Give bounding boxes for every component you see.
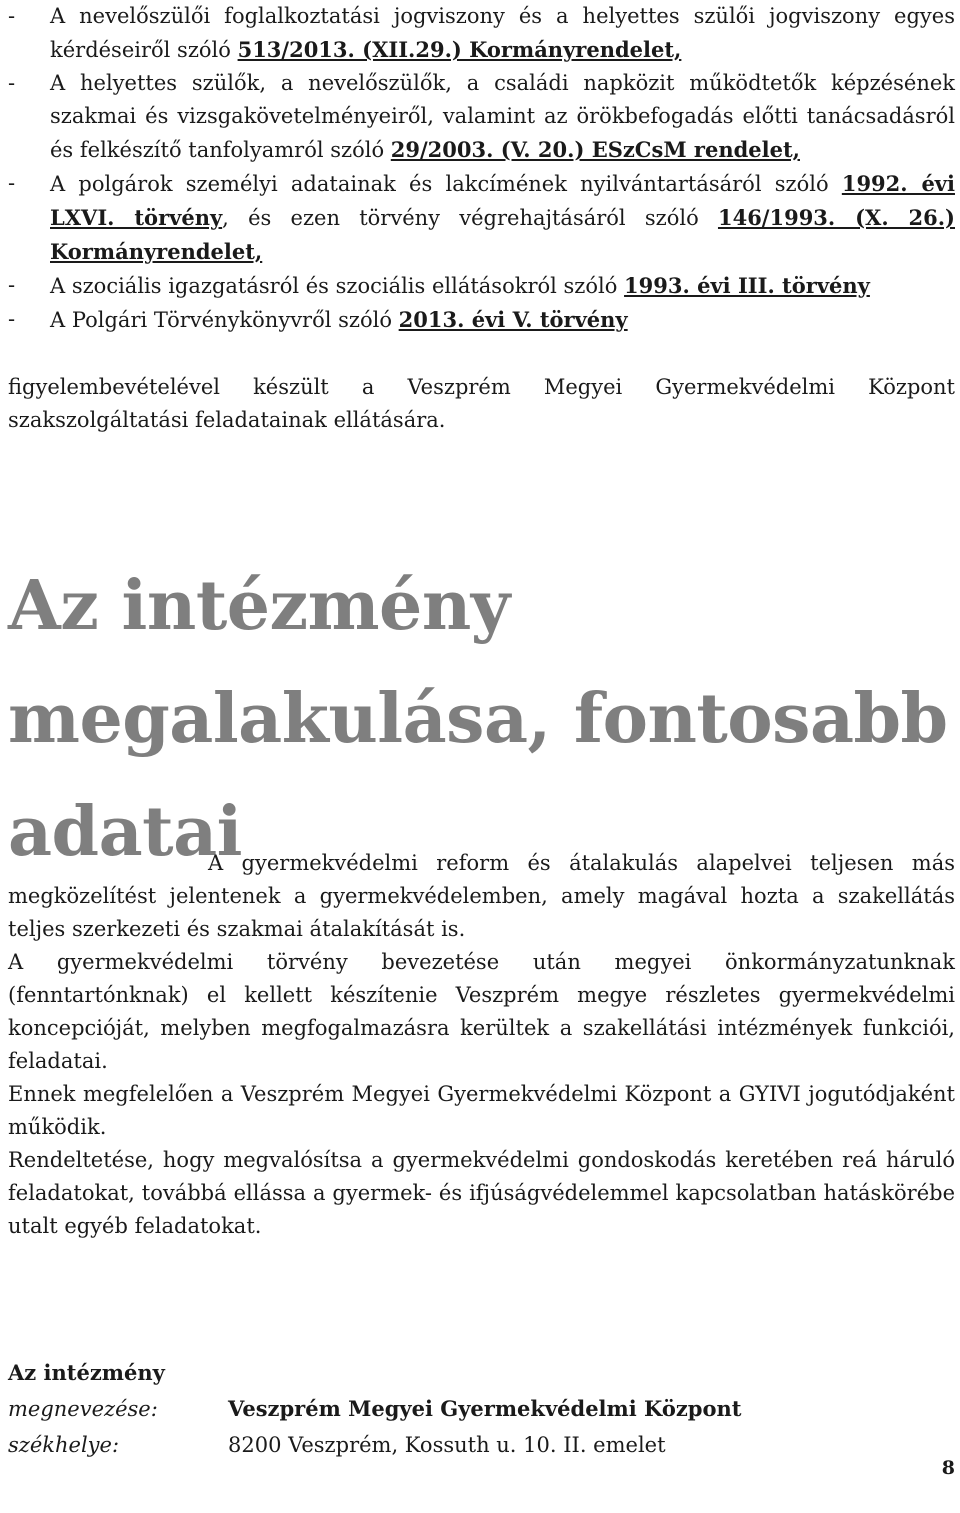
legal-references-list: [8, 0, 955, 337]
seat-label: székhelye:: [8, 1433, 120, 1457]
seat-value: 8200 Veszprém, Kossuth u. 10. II. emelet: [228, 1433, 666, 1457]
body-paragraph: A gyermekvédelmi törvény bevezetése után megyei önkormányzatunknak (fenntartónknak) el kellett készítenie Veszprém megye részletes gyermekvédelmi koncepcióját, melyben megfogalmazásra kerültek a szakellátási intézmények funkciói, feladatai.: [8, 950, 955, 1073]
law-text: A helyettes szülők, a nevelőszülők, a családi napközit működtetők képzésének szakmai és vizsgakövetelményeiről, valamint az örökbefogadás előtti tanácsadásról és felkészítő tanfolyamról szóló: [50, 71, 955, 162]
list-dash: -: [8, 307, 16, 331]
institution-name-row: [8, 1391, 955, 1427]
list-dash: -: [8, 4, 16, 28]
law-reference: 1992. évi LXVI. törvény: [50, 171, 955, 230]
law-reference: 513/2013. (XII.29.) Kormányrendelet,: [237, 37, 682, 62]
law-item: [8, 303, 955, 337]
law-text: A nevelőszülői foglalkoztatási jogviszony és a helyettes szülői jogviszony egyes kérdéseiről szóló: [50, 4, 955, 62]
law-item: [8, 269, 955, 303]
body-paragraph: Rendeltetése, hogy megvalósítsa a gyermekvédelmi gondoskodás keretében reá háruló feladatokat, továbbá ellássa a gyermek- és ifjúságvédelemmel kapcsolatban hatáskörébe utalt egyéb feladatokat.: [8, 1148, 955, 1238]
law-reference: 146/1993. (X. 26.) Kormányrendelet,: [50, 205, 955, 264]
institution-title: Az intézmény: [8, 1360, 165, 1385]
intro-paragraph: figyelembevételével készült a Veszprém Megyei Gyermekvédelmi Központ szakszolgáltatási feladatainak ellátására.: [8, 375, 955, 432]
body-paragraph: A gyermekvédelmi reform és átalakulás alapelvei teljesen más megközelítést jelentenek a gyermekvédelemben, amely magával hozta a szakellátás teljes szerkezeti és szakmai átalakítását is.: [8, 851, 955, 941]
body-text: [8, 847, 955, 1243]
list-dash: -: [8, 71, 16, 95]
law-text: A szociális igazgatásról és szociális ellátásokról szóló: [50, 274, 625, 298]
law-reference: 2013. évi V. törvény: [398, 307, 628, 332]
body-paragraph: Ennek megfelelően a Veszprém Megyei Gyermekvédelmi Központ a GYIVI jogutódjaként működik.: [8, 1082, 955, 1139]
page-number: 8: [941, 1457, 955, 1479]
law-reference: 1993. évi III. törvény: [624, 273, 870, 298]
institution-seat-row: [8, 1427, 955, 1463]
law-text: , és ezen törvény végrehajtásáról szóló: [222, 206, 718, 230]
institution-info: [8, 1355, 955, 1463]
list-dash: -: [8, 273, 16, 297]
list-dash: -: [8, 171, 16, 195]
law-item: [8, 167, 955, 269]
section-heading: Az intézmény megalakulása, fontosabb adatai: [8, 566, 948, 872]
name-label: megnevezése:: [8, 1397, 158, 1421]
law-text: A Polgári Törvénykönyvről szóló: [50, 308, 399, 332]
law-reference: 29/2003. (V. 20.) ESzCsM rendelet,: [390, 137, 800, 162]
law-item: [8, 0, 955, 67]
law-item: [8, 67, 955, 167]
law-text: A polgárok személyi adatainak és lakcímének nyilvántartásáról szóló: [50, 172, 842, 196]
name-value: Veszprém Megyei Gyermekvédelmi Központ: [228, 1396, 742, 1421]
